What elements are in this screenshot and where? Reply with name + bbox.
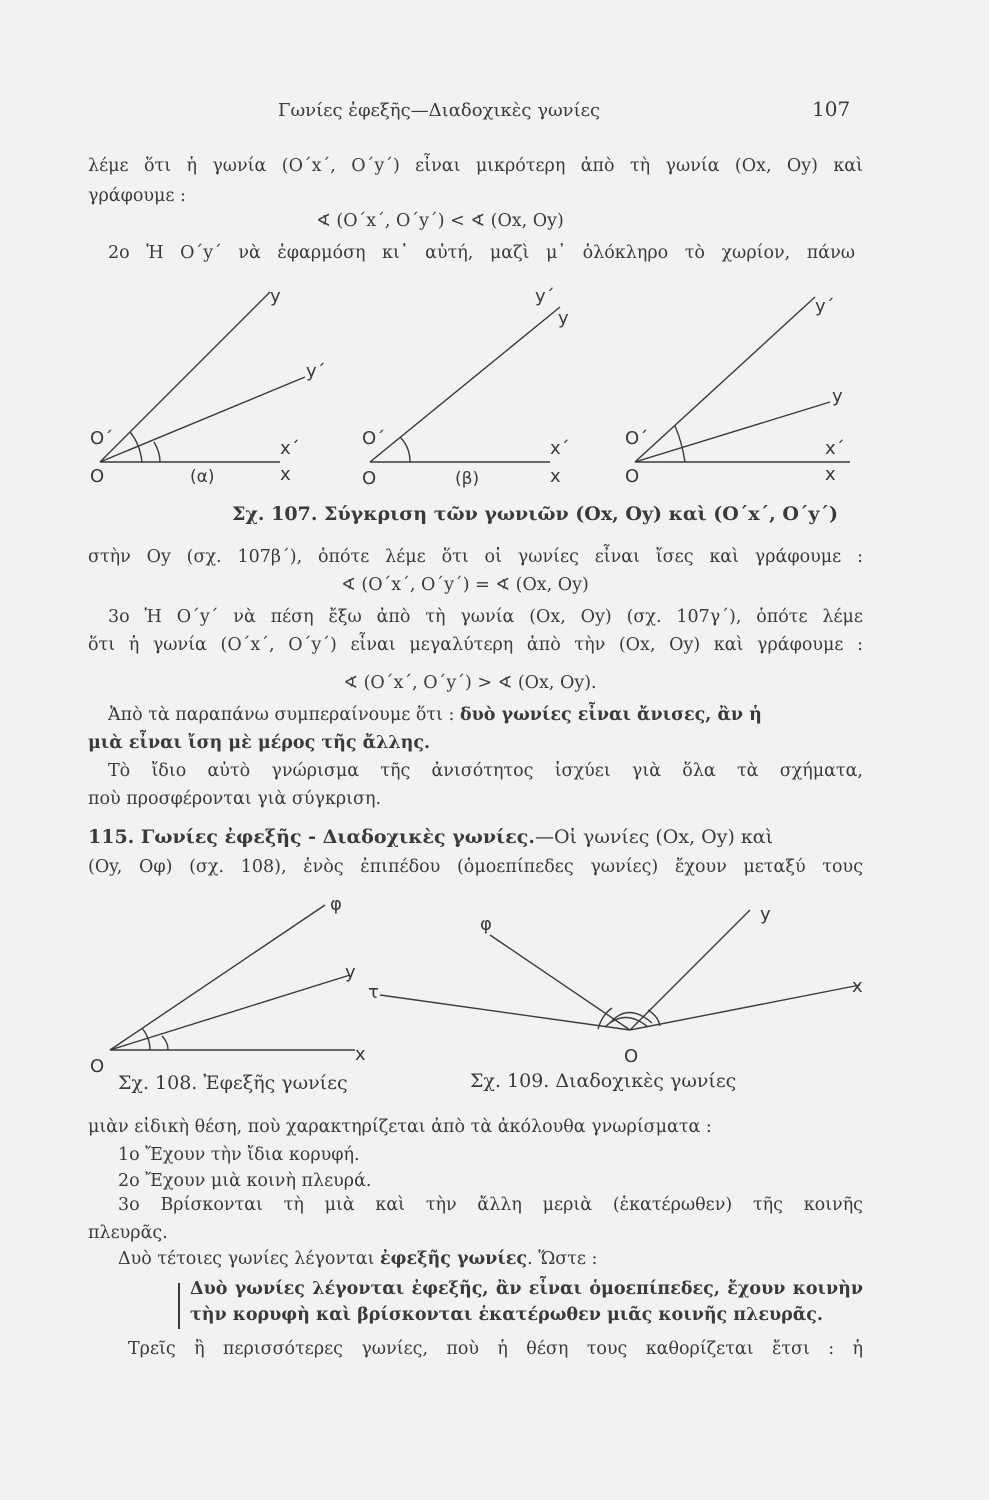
page-number: 107: [812, 97, 851, 121]
figure-108-caption: Σχ. 108. Ἐφεξῆς γωνίες: [118, 1072, 348, 1094]
text-span: . Ὥστε :: [527, 1249, 598, 1269]
definition-line: τὴν κορυφὴ καὶ βρίσκονται ἑκατέρωθεν μιᾶς κοινῆς πλευρᾶς.: [190, 1305, 824, 1325]
fig107-label-y: y: [832, 386, 843, 407]
fig109-label-y: y: [760, 904, 771, 925]
formula: ∢ (O΄x΄, O΄y΄) < ∢ (Ox, Oy): [316, 211, 564, 231]
fig107-label-xp: x΄: [550, 438, 570, 459]
text-line: ὅτι ἡ γωνία (O΄x΄, O΄y΄) εἶναι μεγαλύτερη ἀπὸ τὴν (Ox, Oy) καὶ γράφουμε :: [88, 635, 863, 655]
text-line: μιὰ εἶναι ἴση μὲ μέρος τῆς ἄλλης.: [88, 733, 431, 753]
text-line: στὴν Oy (σχ. 107β΄), ὁπότε λέμε ὅτι οἱ γωνίες εἶναι ἴσες καὶ γράφουμε :: [88, 547, 863, 567]
list-item: 1ο Ἔχουν τὴν ἴδια κορυφή.: [118, 1145, 360, 1165]
fig107-label-xp: x΄: [280, 438, 300, 459]
text-line: μιὰν εἰδικὴ θέση, ποὺ χαρακτηρίζεται ἀπὸ τὰ ἀκόλουθα γνωρίσματα :: [88, 1117, 712, 1137]
fig107-label-O: O: [90, 466, 105, 487]
formula: ∢ (O΄x΄, O΄y΄) = ∢ (Ox, Oy): [341, 575, 589, 595]
fig108-label-y: y: [345, 962, 356, 983]
fig107-label-Op: O΄: [625, 428, 649, 449]
list-item: 2ο Ἔχουν μιὰ κοινὴ πλευρά.: [118, 1171, 372, 1191]
fig109-label-O: O: [624, 1046, 639, 1067]
formula: ∢ (O΄x΄, O΄y΄) > ∢ (Ox, Oy).: [343, 673, 597, 693]
text-line: ποὺ προσφέρονται γιὰ σύγκριση.: [88, 789, 382, 809]
figure-107: [80, 282, 870, 492]
figure-107-caption: Σχ. 107. Σύγκριση τῶν γωνιῶν (Ox, Oy) καὶ (O΄x΄, O΄y΄): [232, 503, 838, 525]
figure-108-109: [80, 890, 880, 1080]
fig109-label-x: x: [852, 976, 863, 997]
text-span-bold: ἐφεξῆς γωνίες: [380, 1249, 528, 1269]
fig107-label-x: x: [280, 464, 291, 485]
fig107-label-Op: O΄: [362, 428, 386, 449]
fig109-label-phi: φ: [480, 914, 492, 935]
definition-line: Δυὸ γωνίες λέγονται ἐφεξῆς, ἂν εἶναι ὁμοεπίπεδες, ἔχουν κοινὴν: [190, 1279, 863, 1299]
fig107-label-b: (β): [455, 469, 480, 489]
text-line: 2ο Ἡ O΄y΄ νὰ ἐφαρμόση κι᾽ αὐτή, μαζὶ μ᾽ ὁλόκληρο τὸ χωρίον, πάνω: [108, 243, 855, 263]
fig107-label-yp: y΄: [815, 296, 835, 317]
fig107-label-yp: y΄: [306, 361, 326, 382]
section-title: 115. Γωνίες ἐφεξῆς - Διαδοχικὲς γωνίες.: [88, 826, 535, 848]
running-header: Γωνίες ἐφεξῆς—Διαδοχικὲς γωνίες: [278, 100, 601, 121]
text-line: (Oy, Oφ) (σχ. 108), ἑνὸς ἐπιπέδου (ὁμοεπίπεδες γωνίες) ἔχουν μεταξύ τους: [88, 857, 863, 877]
list-item: 3ο Βρίσκονται τὴ μιὰ καὶ τὴν ἄλλη μεριὰ (ἑκατέρωθεν) τῆς κοινῆς: [118, 1195, 863, 1215]
fig108-label-O: O: [90, 1056, 105, 1077]
fig108-label-x: x: [355, 1044, 366, 1065]
text-line: Τὸ ἴδιο αὐτὸ γνώρισμα τῆς ἀνισότητος ἰσχύει γιὰ ὅλα τὰ σχήματα,: [108, 761, 863, 781]
fig107-label-Op: O΄: [90, 428, 114, 449]
text-line: λέμε ὅτι ἡ γωνία (O΄x΄, O΄y΄) εἶναι μικρότερη ἀπὸ τὴ γωνία (Ox, Oy) καὶ: [88, 156, 863, 176]
fig107-label-y: y: [270, 286, 281, 307]
fig107-label-y: y: [558, 308, 569, 329]
fig107-label-O: O: [362, 468, 377, 489]
text-span: —Οἱ γωνίες (Ox, Oy) καὶ: [534, 826, 774, 848]
list-item: πλευρᾶς.: [88, 1223, 168, 1243]
text-line: γράφουμε :: [88, 186, 186, 206]
definition-rule: [178, 1283, 180, 1329]
fig107-label-x: x: [825, 464, 836, 485]
fig109-label-t: τ: [368, 982, 379, 1003]
text-line: [118, 1248, 893, 1270]
text-span: Ἀπὸ τὰ παραπάνω συμπεραίνουμε ὅτι :: [108, 705, 460, 725]
fig107-label-yp: y΄: [535, 286, 555, 307]
fig107-label-a: (α): [190, 467, 215, 487]
fig107-label-O: O: [625, 466, 640, 487]
fig108-label-phi: φ: [330, 894, 342, 915]
text-span-bold: δυὸ γωνίες εἶναι ἄνισες, ἂν ἡ: [459, 705, 762, 725]
fig107-label-x: x: [550, 466, 561, 487]
section-heading: [88, 826, 863, 848]
text-line: Τρεῖς ἢ περισσότερες γωνίες, ποὺ ἡ θέση τους καθορίζεται ἔτσι : ἡ: [128, 1339, 863, 1359]
figure-109-caption: Σχ. 109. Διαδοχικὲς γωνίες: [470, 1070, 737, 1092]
text-line: [108, 704, 883, 726]
fig107-label-xp: x΄: [825, 438, 845, 459]
text-span: Δυὸ τέτοιες γωνίες λέγονται: [118, 1249, 381, 1269]
text-line: 3ο Ἡ O΄y΄ νὰ πέση ἔξω ἀπὸ τὴ γωνία (Ox, Oy) (σχ. 107γ΄), ὁπότε λέμε: [108, 607, 863, 627]
